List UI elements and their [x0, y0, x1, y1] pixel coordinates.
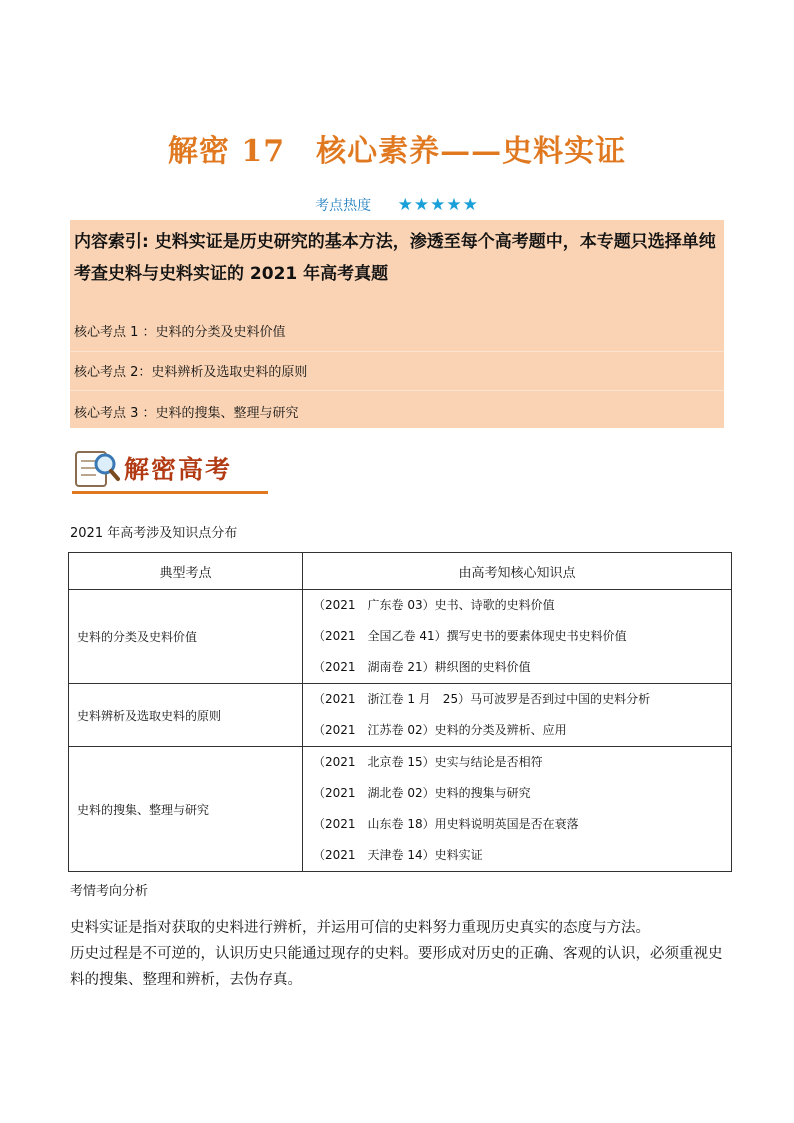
table-row [69, 747, 732, 872]
distribution-label: 2021 年高考涉及知识点分布 [70, 526, 238, 541]
magnifier-notepad-icon [72, 444, 122, 490]
list-item: （2021 北京卷 15）史实与结论是否相符 [313, 755, 543, 769]
list-item: （2021 广东卷 03）史书、诗歌的史料价值 [313, 598, 555, 612]
list-item: （2021 山东卷 18）用史料说明英国是否在衰落 [313, 817, 579, 831]
star-rating-icon: ★★★★★ [397, 195, 479, 215]
list-item: （2021 江苏卷 02）史料的分类及辨析、应用 [313, 723, 567, 737]
paragraph: 史料实证是指对获取的史料进行辨析，并运用可信的史料努力重现历史真实的态度与方法。 [70, 920, 650, 936]
paragraph: 历史过程是不可逆的，认识历史只能通过现存的史料。要形成对历史的正确、客观的认识，必须重视史料的搜集、整理和辨析，去伪存真。 [70, 946, 723, 988]
section-banner [72, 444, 268, 494]
list-item: （2021 天津卷 14）史料实证 [313, 848, 483, 862]
list-item: （2021 全国乙卷 41）撰写史书的要素体现史书史料价值 [313, 629, 627, 643]
table-header: 由高考知核心知识点 [303, 553, 732, 590]
heat-rating [0, 195, 794, 215]
heat-label: 考点热度 [315, 198, 372, 214]
table-header: 典型考点 [69, 553, 303, 590]
list-item: （2021 浙江卷 1 月 25）马可波罗是否到过中国的史料分析 [313, 692, 651, 706]
table-row [69, 684, 732, 747]
core-point-2: 核心考点 2：史料辨析及选取史料的原则 [74, 365, 308, 380]
list-item: （2021 湖南卷 21）耕织图的史料价值 [313, 660, 531, 674]
content-index-text: 内容索引: 史料实证是历史研究的基本方法，渗透至每个高考题中，本专题只选择单纯考查史料与史料实证的 2021 年高考真题 [74, 232, 716, 284]
banner-underline [72, 491, 268, 494]
page-title: 解密 17 核心素养——史料实证 [167, 134, 627, 169]
analysis-label: 考情考向分析 [70, 884, 149, 899]
core-point-1: 核心考点 1 ：史料的分类及史料价值 [74, 325, 286, 340]
table-row [69, 590, 732, 684]
table-header-row [69, 553, 732, 590]
table-topic-cell: 史料的搜集、整理与研究 [69, 747, 303, 872]
table-topic-cell: 史料辨析及选取史料的原则 [69, 684, 303, 747]
table-items-cell [303, 590, 732, 684]
core-point-3: 核心考点 3 ：史料的搜集、整理与研究 [74, 406, 299, 421]
table-items-cell [303, 684, 732, 747]
list-item: （2021 湖北卷 02）史料的搜集与研究 [313, 786, 531, 800]
table-topic-cell: 史料的分类及史料价值 [69, 590, 303, 684]
knowledge-table [68, 552, 732, 872]
banner-title: 解密高考 [124, 455, 233, 484]
table-items-cell [303, 747, 732, 872]
content-index-box [70, 220, 724, 428]
